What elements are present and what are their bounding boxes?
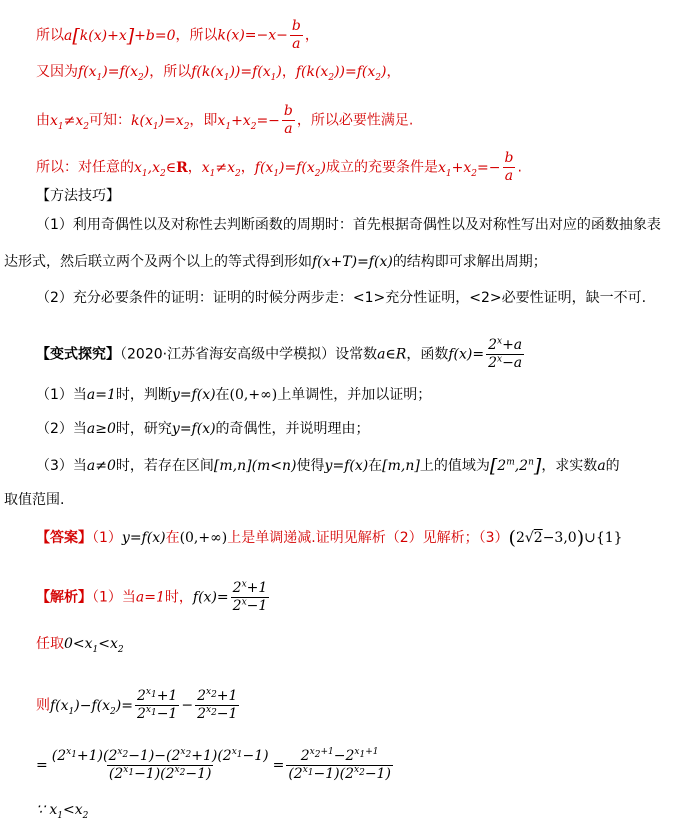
fraction: $\frac{2^{x_2+1}-2^{x_1+1}}{(2^{x_1}-1)(2^{x_2}-1)}$ (288, 747, 391, 782)
fraction: $\frac{b}{a}$ (283, 103, 293, 137)
proof-line-2: 又因为$f(x_1)=f(x_2)$，所以$f(k(x_1))=f(x_1)$，$f(k(x_2))=f(x_2)$， (36, 64, 401, 83)
method-item-1a: （1）利用奇偶性以及对称性去判断函数的周期时：首先根据奇偶性以及对称性写出对应的函数抽象表 (36, 217, 661, 233)
math-expr: y=f(x) (171, 421, 216, 437)
method-item-1b: 达形式，然后联立两个及两个以上的等式得到形如f(x+T)=f(x)的结构即可求解出周期； (4, 254, 547, 270)
fraction: $\frac{b}{a}$ (291, 18, 301, 52)
math-expr: $x_1+x_2=-$ (217, 112, 280, 132)
math-expr: a≠0 (86, 458, 116, 474)
math-expr: a=1 (86, 387, 116, 403)
math-expr: [m,n](m<n) (213, 458, 297, 474)
fraction: $\frac{2^{x_1}+1}{2^{x_1}-1}$ (136, 687, 178, 722)
fraction: $\frac{2^x+1}{2^x-1}$ (232, 579, 268, 614)
expansion-line: = $\frac{(2^{x_1}+1)(2^{x_2}-1)-(2^{x_2}+1)(2^{x_1}-1)}{(2^{x_1}-1)(2^{x_2}-1)}$ = $\frac{2^{x_2+1}-2^{x_1+1}}{(2^{x_1}-1)(2^{x_2}-1)}$ (36, 747, 391, 782)
math-expr: a (597, 458, 606, 474)
math-expr: $x_1,x_2\in R$ (134, 159, 188, 179)
math-expr: $x_1\ne x_2$ (201, 159, 241, 179)
math-expr: f(x)= (448, 346, 485, 363)
math-expr: [m,n] (382, 458, 420, 474)
math-expr: a=1 (135, 589, 165, 606)
proof-line-4: 所以：对任意的$x_1,x_2\in R$，$x_1\ne x_2$，$f(x_1)=f(x_2)$成立的充要条件是$x_1+x_2=-$ $\frac{b}{a}$ . (36, 150, 522, 184)
math-expr: $x_1+x_2=-$ (437, 159, 501, 179)
math-expr: $f(x_1)=f(x_2)$ (78, 64, 150, 83)
math-expr: $f(x_1)-f(x_2)=$ (50, 697, 133, 717)
fraction: $\frac{2^{x_2}+1}{2^{x_2}-1}$ (197, 687, 238, 722)
math-expr: f(x)= (192, 589, 229, 606)
fraction: $\frac{b}{a}$ (504, 150, 514, 184)
math-expr: y=f(x) (324, 458, 369, 474)
math-expr: (0,+∞) (229, 387, 278, 403)
take-line: 任取$0<x_1<x_2$ (36, 636, 124, 655)
because-line (36, 800, 88, 820)
method-heading: 【方法技巧】 (36, 188, 120, 204)
proof-line-1: 所以a[k(x)+x]+b=0，所以k(x)=−x− $\frac{b}{a}$ ， (36, 18, 319, 52)
math-expr: f(x+T)=f(x) (312, 254, 393, 270)
math-expr: $0<x_1<x_2$ (64, 636, 124, 655)
difference-line: 则$f(x_1)-f(x_2)=$ $\frac{2^{x_1}+1}{2^{x_1}-1}$ − $\frac{2^{x_2}+1}{2^{x_2}-1}$ (36, 687, 238, 722)
math-expr: y=f(x) (121, 530, 166, 546)
math-expr: y=f(x) (171, 387, 216, 403)
proof-line-3: 由$x_1\ne x_2$可知：$k(x_1)=x_2$，即$x_1+x_2=-$ $\frac{b}{a}$ ，所以必要性满足. (36, 103, 414, 137)
math-expr: [2$^m$,2$^n$] (489, 455, 542, 477)
math-expr: $f(k(x_2))=f(x_2)$ (295, 64, 387, 83)
variant-question: 【变式探究】（2020·江苏省海安高级中学模拟）设常数a∈R，函数f(x)= $\frac{2^x+a}{2^x-a}$ (36, 336, 523, 371)
analysis-line: 【解析】（1）当a=1时，f(x)= $\frac{2^x+1}{2^x-1}$ (36, 579, 268, 614)
math-expr: k(x)=−x− (217, 27, 288, 44)
math-expr: (2√2−3,0)∪{1} (508, 527, 623, 549)
method-item-2: （2）充分必要条件的证明：证明的时候分两步走：<1>充分性证明，<2>必要性证明，缺一不可. (36, 290, 647, 306)
math-expr: $k(x_1)=x_2$ (131, 112, 190, 132)
math-expr: a[k(x)+x]+b=0 (64, 24, 176, 47)
math-expr: (0,+∞) (179, 530, 228, 546)
math-expr: a≥0 (86, 421, 116, 437)
sub-question-2: （2）当a≥0时，研究y=f(x)的奇偶性，并说明理由； (36, 421, 370, 437)
math-expr: a∈R (377, 346, 407, 363)
math-expr: $f(x_1)=f(x_2)$ (254, 159, 326, 179)
fraction: $\frac{(2^{x_1}+1)(2^{x_2}-1)-(2^{x_2}+1)(2^{x_1}-1)}{(2^{x_1}-1)(2^{x_2}-1)}$ (51, 747, 269, 782)
answer-line: 【答案】（1）y=f(x)在(0,+∞)上是单调递减.证明见解析（2）见解析；（3）(2√2−3,0)∪{1} (36, 527, 623, 549)
math-expr: $f(k(x_1))=f(x_1)$ (191, 64, 282, 83)
sub-question-1: （1）当a=1时，判断y=f(x)在(0,+∞)上单调性，并加以证明； (36, 387, 432, 403)
math-expr: $x_1\ne x_2$ (50, 112, 90, 132)
sub-question-3: （3）当a≠0时，若存在区间[m,n](m<n)使得y=f(x)在[m,n]上的值域为[2$^m$,2$^n$]，求实数a的 (36, 455, 620, 477)
math-expr: ∵ $x_1<x_2$ (36, 802, 89, 821)
sub-question-3-cont: 取值范围. (4, 492, 65, 508)
fraction: $\frac{2^x+a}{2^x-a}$ (488, 336, 523, 371)
